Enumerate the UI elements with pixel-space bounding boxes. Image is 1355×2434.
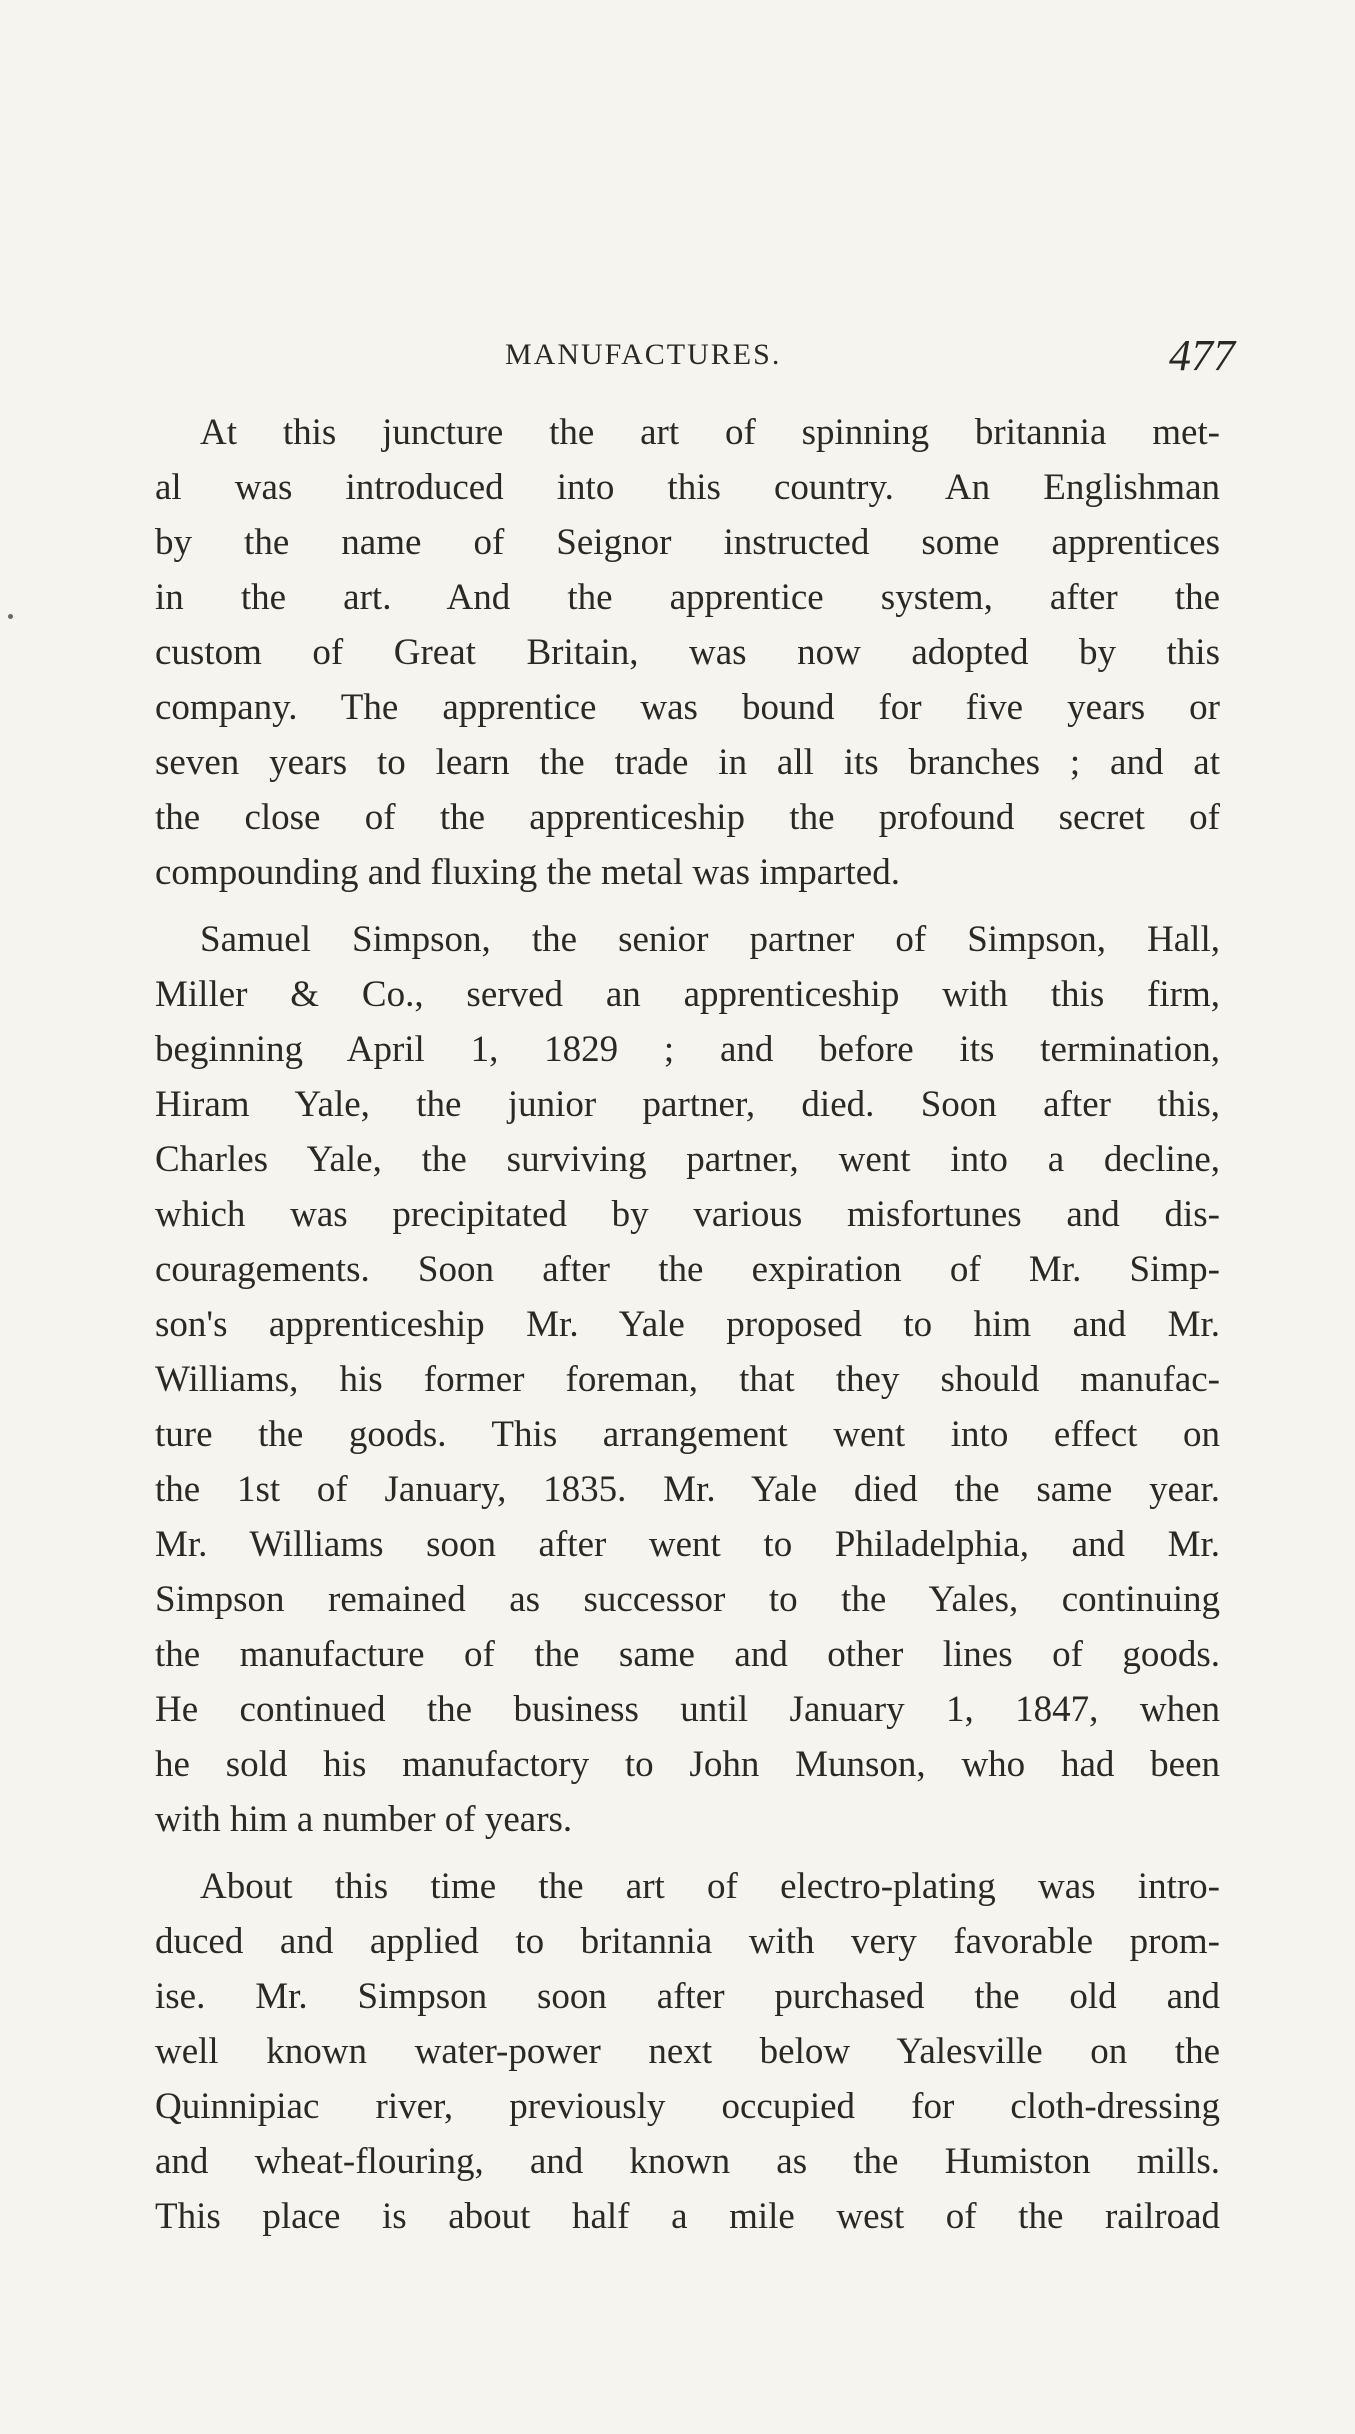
text-line: Simpson remained as successor to the Yales, continuing bbox=[155, 1579, 1220, 1620]
text-line: the 1st of January, 1835. Mr. Yale died the same year. bbox=[155, 1469, 1220, 1510]
text-line: About this time the art of electro-plating was intro- bbox=[200, 1866, 1220, 1907]
text-line: This place is about half a mile west of the railroad bbox=[155, 2196, 1220, 2237]
paragraph-1 bbox=[155, 405, 1220, 900]
text-line: Mr. Williams soon after went to Philadelphia, and Mr. bbox=[155, 1524, 1220, 1565]
paragraph-3 bbox=[155, 1859, 1220, 2244]
text-line: the close of the apprenticeship the profound secret of bbox=[155, 797, 1220, 838]
text-line: which was precipitated by various misfortunes and dis- bbox=[155, 1194, 1220, 1235]
text-line: al was introduced into this country. An Englishman bbox=[155, 467, 1220, 508]
text-line: son's apprenticeship Mr. Yale proposed to him and Mr. bbox=[155, 1304, 1220, 1345]
text-line: company. The apprentice was bound for five years or bbox=[155, 687, 1220, 728]
running-title: MANUFACTURES. bbox=[505, 338, 782, 371]
text-line: He continued the business until January 1, 1847, when bbox=[155, 1689, 1220, 1730]
text-line: Williams, his former foreman, that they should manufac- bbox=[155, 1359, 1220, 1400]
running-head bbox=[155, 330, 1235, 390]
text-line: ture the goods. This arrangement went into effect on bbox=[155, 1414, 1220, 1455]
text-line: duced and applied to britannia with very favorable prom- bbox=[155, 1921, 1220, 1962]
text-line: At this juncture the art of spinning britannia met- bbox=[200, 412, 1220, 453]
text-line: Quinnipiac river, previously occupied for cloth-dressing bbox=[155, 2086, 1220, 2127]
text-line: he sold his manufactory to John Munson, who had been bbox=[155, 1744, 1220, 1785]
text-line: well known water-power next below Yalesville on the bbox=[155, 2031, 1220, 2072]
body-text bbox=[155, 405, 1220, 2256]
text-line: Charles Yale, the surviving partner, went into a decline, bbox=[155, 1139, 1220, 1180]
text-line: with him a number of years. bbox=[155, 1799, 573, 1840]
text-line: ise. Mr. Simpson soon after purchased the old and bbox=[155, 1976, 1220, 2017]
text-line: custom of Great Britain, was now adopted by this bbox=[155, 632, 1220, 673]
text-line: by the name of Seignor instructed some apprentices bbox=[155, 522, 1220, 563]
margin-speck bbox=[8, 614, 13, 619]
text-line: Miller & Co., served an apprenticeship with this firm, bbox=[155, 974, 1220, 1015]
text-line: Hiram Yale, the junior partner, died. Soon after this, bbox=[155, 1084, 1220, 1125]
text-line: seven years to learn the trade in all its branches ; and at bbox=[155, 742, 1220, 783]
text-line: compounding and fluxing the metal was imparted. bbox=[155, 852, 900, 893]
text-line: in the art. And the apprentice system, after the bbox=[155, 577, 1220, 618]
text-line: Samuel Simpson, the senior partner of Simpson, Hall, bbox=[200, 919, 1220, 960]
page-number: 477 bbox=[1169, 331, 1235, 380]
paragraph-2 bbox=[155, 912, 1220, 1847]
text-line: the manufacture of the same and other lines of goods. bbox=[155, 1634, 1220, 1675]
text-line: couragements. Soon after the expiration of Mr. Simp- bbox=[155, 1249, 1220, 1290]
text-line: and wheat-flouring, and known as the Humiston mills. bbox=[155, 2141, 1220, 2182]
text-line: beginning April 1, 1829 ; and before its termination, bbox=[155, 1029, 1220, 1070]
